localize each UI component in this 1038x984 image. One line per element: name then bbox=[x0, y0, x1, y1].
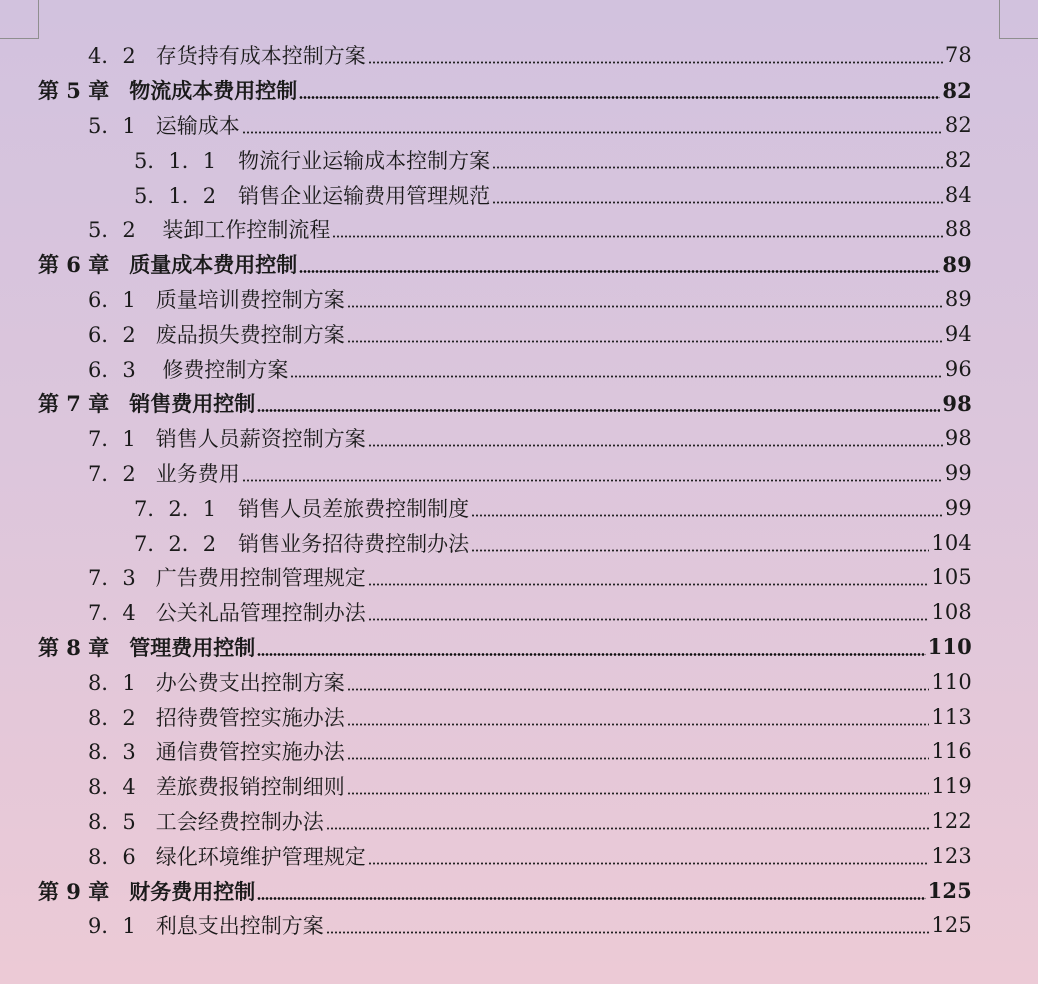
toc-entry-number: 第 7 章 bbox=[38, 391, 110, 417]
toc-page-number: 122 bbox=[931, 808, 972, 833]
toc-entry-number: 8．3 bbox=[88, 740, 136, 765]
toc-page-number: 98 bbox=[944, 426, 972, 451]
toc-entry-title bbox=[38, 667, 931, 697]
toc-entry-number: 8．1 bbox=[88, 670, 136, 695]
toc-section-entry[interactable] bbox=[38, 699, 972, 734]
toc-entry-text: 办公费支出控制方案 bbox=[155, 670, 345, 695]
toc-chapter-entry[interactable] bbox=[38, 73, 972, 108]
toc-entry-number: 7．1 bbox=[88, 427, 136, 452]
toc-entry-number: 7．4 bbox=[88, 601, 136, 626]
toc-entry-number: 5．1．1 bbox=[134, 148, 217, 173]
toc-section-entry[interactable] bbox=[38, 282, 972, 317]
toc-entry-text: 销售费用控制 bbox=[129, 391, 256, 417]
toc-entry-title bbox=[38, 388, 942, 418]
toc-page-number: 113 bbox=[931, 704, 972, 729]
toc-entry-title bbox=[38, 876, 928, 906]
toc-entry-text: 质量培训费控制方案 bbox=[155, 287, 345, 312]
dot-leader bbox=[368, 846, 930, 866]
toc-page-number: 119 bbox=[931, 774, 972, 799]
toc-entry-number: 7．3 bbox=[88, 566, 136, 591]
toc-section-entry[interactable] bbox=[38, 804, 972, 839]
toc-entry-title bbox=[38, 249, 942, 279]
dot-leader bbox=[242, 115, 943, 135]
toc-entry-text: 招待费管控实施办法 bbox=[155, 705, 345, 730]
dot-leader bbox=[257, 637, 925, 657]
toc-page-number: 82 bbox=[944, 112, 972, 137]
toc-entry-title bbox=[38, 528, 931, 558]
toc-entry-text: 差旅费报销控制细则 bbox=[155, 775, 345, 800]
toc-entry-number: 8．2 bbox=[88, 705, 136, 730]
toc-entry-text: 销售企业运输费用管理规范 bbox=[238, 183, 491, 208]
toc-section-entry[interactable] bbox=[38, 560, 972, 595]
toc-section-entry[interactable] bbox=[38, 525, 972, 560]
toc-page-number: 108 bbox=[931, 600, 972, 625]
toc-entry-title bbox=[38, 145, 945, 175]
toc-entry-text: 质量成本费用控制 bbox=[129, 252, 298, 278]
toc-section-entry[interactable] bbox=[38, 734, 972, 769]
toc-section-entry[interactable] bbox=[38, 664, 972, 699]
toc-section-entry[interactable] bbox=[38, 456, 972, 491]
dot-leader bbox=[471, 533, 929, 553]
toc-page-number: 123 bbox=[931, 843, 972, 868]
toc-entry-number: 第 8 章 bbox=[38, 634, 110, 660]
toc-page-number: 99 bbox=[944, 460, 972, 485]
toc-chapter-entry[interactable] bbox=[38, 630, 972, 665]
toc-entry-text: 存货持有成本控制方案 bbox=[155, 44, 366, 69]
toc-entry-number: 5．1 bbox=[88, 113, 136, 138]
toc-entry-text: 绿化环境维护管理规定 bbox=[155, 844, 366, 869]
toc-entry-title bbox=[38, 736, 931, 766]
page-corner-mark-right bbox=[999, 0, 1038, 39]
toc-page-number: 110 bbox=[927, 634, 972, 660]
toc-entry-text: 装卸工作控制流程 bbox=[155, 218, 331, 243]
dot-leader bbox=[368, 567, 930, 587]
toc-entry-number: 8．5 bbox=[88, 809, 136, 834]
toc-entry-title bbox=[38, 423, 945, 453]
toc-section-entry[interactable] bbox=[38, 908, 972, 943]
dot-leader bbox=[347, 672, 930, 692]
toc-page-number: 89 bbox=[944, 286, 972, 311]
dot-leader bbox=[332, 219, 942, 239]
dot-leader bbox=[299, 80, 940, 100]
toc-entry-title bbox=[38, 562, 931, 592]
toc-chapter-entry[interactable] bbox=[38, 247, 972, 282]
toc-section-entry[interactable] bbox=[38, 38, 972, 73]
toc-entry-text: 物流成本费用控制 bbox=[129, 78, 298, 104]
toc-entry-title bbox=[38, 284, 945, 314]
toc-page-number: 125 bbox=[927, 878, 972, 904]
toc-entry-title bbox=[38, 319, 945, 349]
toc-entry-number: 6．2 bbox=[88, 322, 136, 347]
toc-section-entry[interactable] bbox=[38, 212, 972, 247]
toc-page-number: 116 bbox=[931, 739, 972, 764]
toc-page-number: 78 bbox=[944, 43, 972, 68]
toc-entry-title bbox=[38, 40, 945, 70]
toc-page-number: 82 bbox=[942, 77, 972, 103]
dot-leader bbox=[368, 428, 943, 448]
dot-leader bbox=[492, 150, 943, 170]
toc-entry-title bbox=[38, 771, 931, 801]
toc-entry-number: 第 9 章 bbox=[38, 878, 110, 904]
toc-entry-text: 利息支出控制方案 bbox=[155, 914, 324, 939]
dot-leader bbox=[347, 776, 930, 796]
toc-page-number: 84 bbox=[944, 182, 972, 207]
toc-section-entry[interactable] bbox=[38, 421, 972, 456]
toc-entry-number: 7．2 bbox=[88, 461, 136, 486]
dot-leader bbox=[347, 289, 943, 309]
toc-page-number: 110 bbox=[931, 669, 972, 694]
toc-entry-number: 9．1 bbox=[88, 914, 136, 939]
dot-leader bbox=[368, 602, 930, 622]
toc-entry-text: 通信费管控实施办法 bbox=[155, 740, 345, 765]
toc-section-entry[interactable] bbox=[38, 490, 972, 525]
toc-entry-title bbox=[38, 180, 945, 210]
toc-entry-number: 8．4 bbox=[88, 775, 136, 800]
toc-page-number: 89 bbox=[942, 251, 972, 277]
toc-section-entry[interactable] bbox=[38, 108, 972, 143]
toc-entry-number: 6．3 bbox=[88, 357, 136, 382]
toc-entry-number: 第 5 章 bbox=[38, 78, 110, 104]
toc-entry-title bbox=[38, 458, 945, 488]
toc-chapter-entry[interactable] bbox=[38, 386, 972, 421]
toc-entry-number: 7．2．1 bbox=[134, 496, 217, 521]
toc-page-number: 98 bbox=[942, 390, 972, 416]
toc-entry-text: 废品损失费控制方案 bbox=[155, 322, 345, 347]
dot-leader bbox=[347, 741, 930, 761]
toc-entry-text: 业务费用 bbox=[155, 461, 240, 486]
dot-leader bbox=[368, 45, 943, 65]
toc-entry-title bbox=[38, 214, 945, 244]
toc-entry-number: 5．1．2 bbox=[134, 183, 217, 208]
table-of-contents bbox=[38, 38, 972, 943]
dot-leader bbox=[326, 811, 930, 831]
toc-entry-text: 销售人员差旅费控制制度 bbox=[238, 496, 470, 521]
toc-page-number: 104 bbox=[931, 530, 972, 555]
toc-entry-text: 修费控制方案 bbox=[155, 357, 289, 382]
toc-entry-title bbox=[38, 75, 942, 105]
toc-entry-title bbox=[38, 910, 931, 940]
toc-entry-number: 第 6 章 bbox=[38, 252, 110, 278]
dot-leader bbox=[326, 915, 930, 935]
toc-page-number: 99 bbox=[944, 495, 972, 520]
dot-leader bbox=[347, 324, 943, 344]
toc-section-entry[interactable] bbox=[38, 769, 972, 804]
toc-entry-number: 4．2 bbox=[88, 44, 136, 69]
toc-entry-title bbox=[38, 493, 945, 523]
dot-leader bbox=[471, 498, 943, 518]
toc-entry-number: 5．2 bbox=[88, 218, 136, 243]
toc-page-number: 125 bbox=[931, 913, 972, 938]
toc-entry-text: 销售业务招待费控制办法 bbox=[238, 531, 470, 556]
dot-leader bbox=[242, 463, 943, 483]
toc-entry-text: 运输成本 bbox=[155, 113, 240, 138]
toc-page-number: 88 bbox=[944, 217, 972, 242]
toc-page-number: 94 bbox=[944, 321, 972, 346]
toc-entry-number: 6．1 bbox=[88, 287, 136, 312]
toc-entry-text: 财务费用控制 bbox=[129, 878, 256, 904]
dot-leader bbox=[290, 359, 942, 379]
toc-section-entry[interactable] bbox=[38, 142, 972, 177]
toc-page-number: 105 bbox=[931, 565, 972, 590]
toc-page-number: 82 bbox=[944, 147, 972, 172]
dot-leader bbox=[347, 707, 930, 727]
toc-entry-number: 7．2．2 bbox=[134, 531, 217, 556]
toc-section-entry[interactable] bbox=[38, 595, 972, 630]
toc-entry-text: 管理费用控制 bbox=[129, 634, 256, 660]
dot-leader bbox=[257, 881, 925, 901]
toc-entry-title bbox=[38, 806, 931, 836]
dot-leader bbox=[492, 185, 943, 205]
dot-leader bbox=[299, 254, 940, 274]
toc-entry-text: 公关礼品管理控制办法 bbox=[155, 601, 366, 626]
toc-entry-title bbox=[38, 841, 931, 871]
toc-entry-title bbox=[38, 702, 931, 732]
toc-section-entry[interactable] bbox=[38, 316, 972, 351]
page-corner-mark-left bbox=[0, 0, 39, 39]
toc-page-number: 96 bbox=[944, 356, 972, 381]
toc-entry-title bbox=[38, 354, 945, 384]
toc-entry-text: 物流行业运输成本控制方案 bbox=[238, 148, 491, 173]
toc-entry-number: 8．6 bbox=[88, 844, 136, 869]
toc-section-entry[interactable] bbox=[38, 177, 972, 212]
toc-entry-title bbox=[38, 597, 931, 627]
dot-leader bbox=[257, 393, 940, 413]
toc-chapter-entry[interactable] bbox=[38, 873, 972, 908]
toc-entry-text: 销售人员薪资控制方案 bbox=[155, 427, 366, 452]
toc-entry-text: 工会经费控制办法 bbox=[155, 809, 324, 834]
toc-section-entry[interactable] bbox=[38, 838, 972, 873]
toc-section-entry[interactable] bbox=[38, 351, 972, 386]
toc-entry-title bbox=[38, 110, 945, 140]
toc-entry-title bbox=[38, 632, 928, 662]
toc-entry-text: 广告费用控制管理规定 bbox=[155, 566, 366, 591]
